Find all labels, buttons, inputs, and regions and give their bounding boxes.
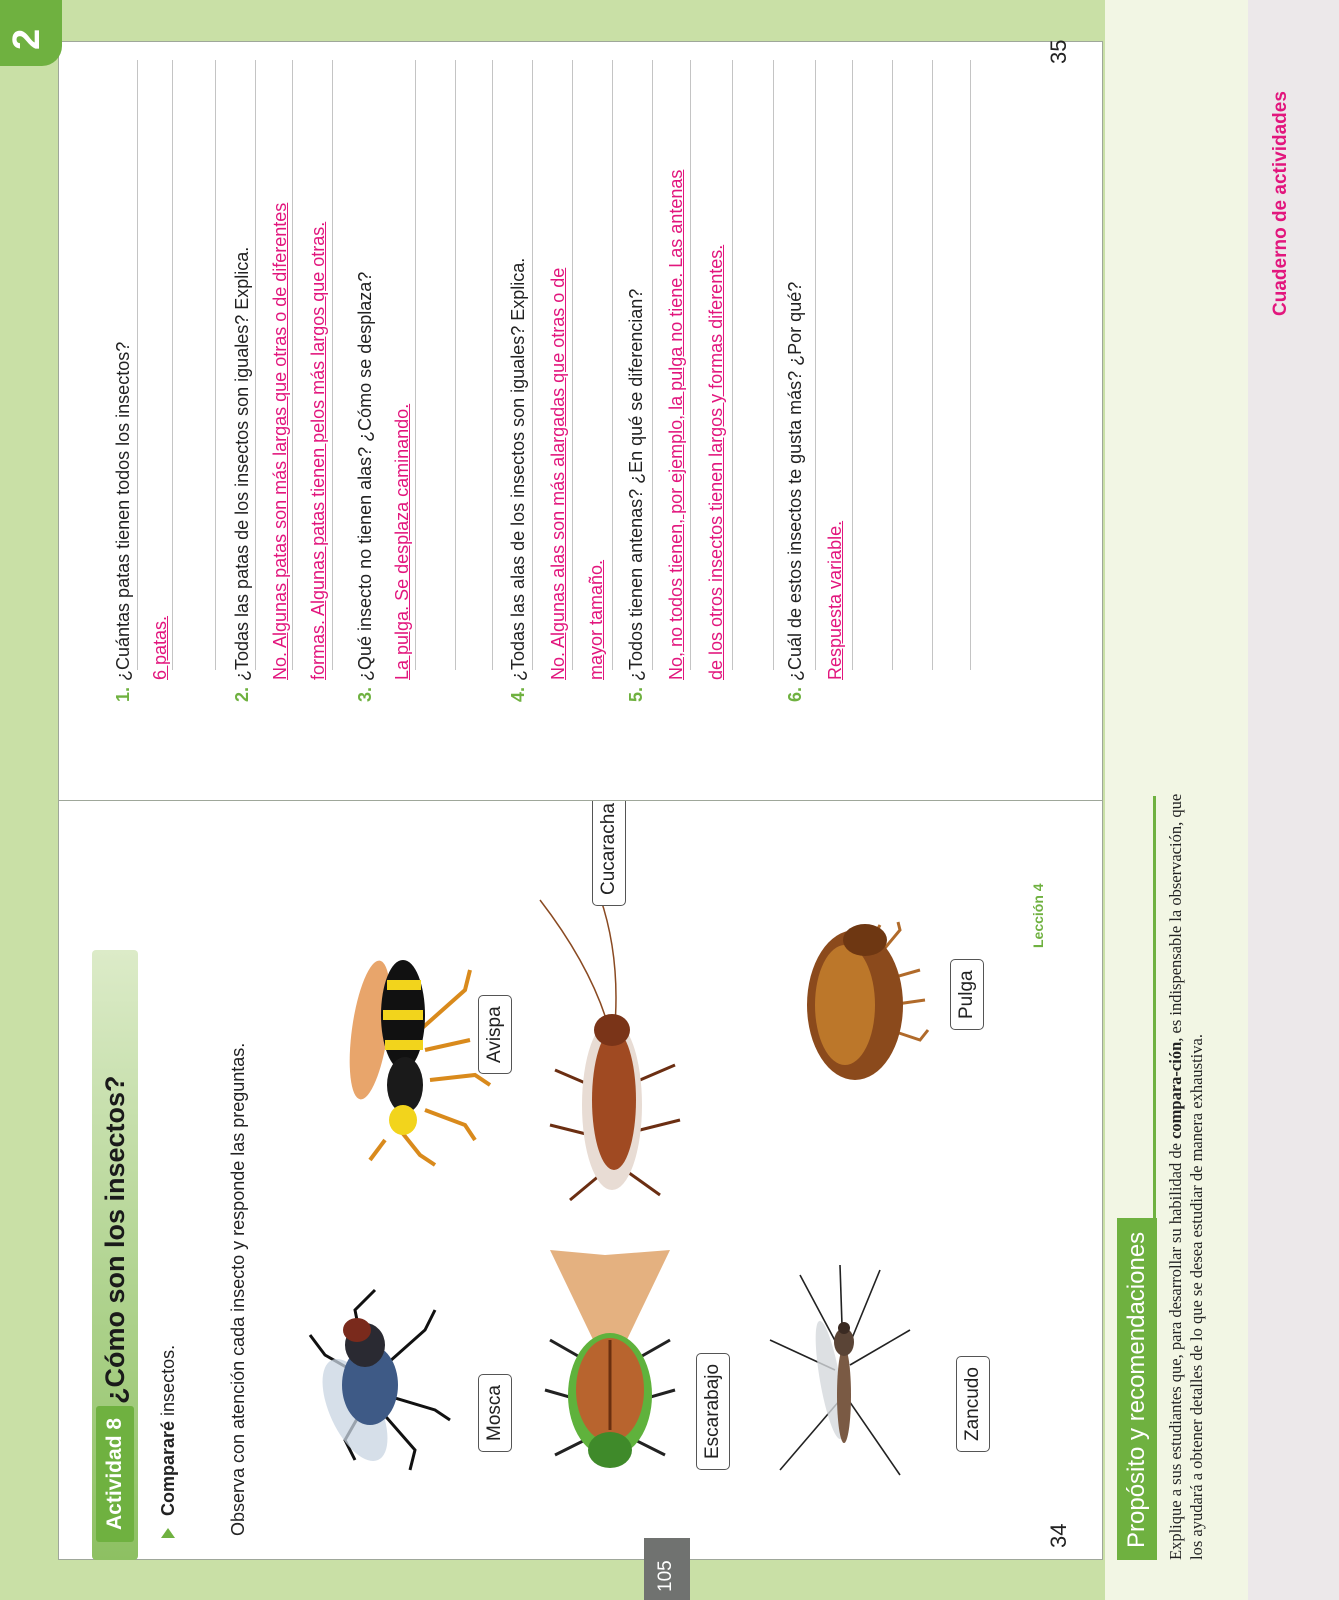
question-6 bbox=[785, 282, 806, 702]
answer-line: mayor tamaño. bbox=[586, 559, 606, 680]
arrow-icon bbox=[161, 1528, 175, 1538]
purpose-text-2: , es indispensable la observación, que los ayudará a obtener detalles de lo que se desea estudiar de manera exhaustiva. bbox=[1166, 793, 1206, 1560]
question-text: ¿Cuántas patas tienen todos los insectos? bbox=[113, 341, 133, 681]
ruled-line bbox=[773, 60, 774, 670]
label-cucaracha: Cucaracha bbox=[592, 792, 626, 906]
purpose-rule bbox=[1153, 796, 1156, 1228]
page-number-left: 34 bbox=[1046, 1523, 1071, 1548]
question-3 bbox=[355, 272, 376, 702]
question-4 bbox=[508, 258, 529, 702]
answer-line: Respuesta variable. bbox=[825, 520, 845, 680]
question-number: 2. bbox=[232, 686, 252, 702]
answer-line: No. Algunas alas son más alargadas que otras o de bbox=[548, 267, 568, 680]
mosquito-illustration bbox=[760, 1260, 920, 1490]
ruled-line bbox=[892, 60, 893, 670]
purpose-text-bold: compara-ción bbox=[1166, 1041, 1185, 1139]
question-1 bbox=[113, 342, 134, 702]
ruled-line bbox=[332, 60, 333, 670]
answer-line: La pulga. Se desplaza caminando. bbox=[392, 403, 412, 680]
question-number: 5. bbox=[626, 686, 646, 702]
label-avispa: Avispa bbox=[478, 995, 512, 1074]
ruled-line bbox=[137, 60, 138, 670]
flea-illustration bbox=[780, 910, 930, 1100]
ruled-line bbox=[172, 60, 173, 670]
ruled-line bbox=[292, 60, 293, 670]
question-text: ¿Todas las patas de los insectos son iguales? Explica. bbox=[232, 246, 252, 681]
question-number: 6. bbox=[785, 686, 805, 702]
label-mosca: Mosca bbox=[478, 1374, 512, 1452]
page-number-right: 35 bbox=[1046, 39, 1071, 64]
label-escarabajo: Escarabajo bbox=[696, 1353, 730, 1470]
answer-5-line-1 bbox=[666, 170, 687, 680]
question-number: 3. bbox=[355, 686, 375, 702]
ruled-line bbox=[652, 60, 653, 670]
answer-line: de los otros insectos tienen largos y formas diferentes. bbox=[706, 244, 726, 680]
ruled-line bbox=[532, 60, 533, 670]
goal-verb: Compararé bbox=[158, 1420, 178, 1516]
answer-4-line-2 bbox=[586, 560, 607, 680]
ruled-line bbox=[732, 60, 733, 670]
label-pulga: Pulga bbox=[950, 959, 984, 1030]
answer-line: No. Algunas patas son más largas que otras o de diferentes bbox=[270, 202, 290, 680]
ruled-line bbox=[415, 60, 416, 670]
answer-1 bbox=[150, 616, 171, 680]
answer-line: 6 patas. bbox=[150, 615, 170, 680]
label-zancudo: Zancudo bbox=[956, 1356, 990, 1452]
answer-line: No, no todos tienen, por ejemplo, la pulga no tiene. Las antenas bbox=[666, 169, 686, 680]
question-text: ¿Qué insecto no tienen alas? ¿Cómo se desplaza? bbox=[355, 271, 375, 681]
activity-title: ¿Cómo son los insectos? bbox=[100, 1075, 130, 1404]
wasp-illustration bbox=[325, 940, 495, 1170]
question-text: ¿Todas las alas de los insectos son iguales? Explica. bbox=[508, 257, 528, 681]
cockroach-illustration bbox=[530, 895, 690, 1215]
answer-2-line-1 bbox=[270, 203, 291, 680]
ruled-line bbox=[455, 60, 456, 670]
ruled-line bbox=[815, 60, 816, 670]
ruled-line bbox=[215, 60, 216, 670]
answer-2-line-2 bbox=[308, 222, 329, 680]
activity-badge: Actividad 8 bbox=[96, 1406, 134, 1542]
unit-number: 2 bbox=[6, 28, 48, 50]
beetle-illustration bbox=[530, 1240, 690, 1490]
answer-4-line-1 bbox=[548, 268, 569, 680]
ruled-line bbox=[932, 60, 933, 670]
purpose-heading: Propósito y recomendaciones bbox=[1117, 1218, 1157, 1560]
question-5 bbox=[626, 289, 647, 702]
margin-strip bbox=[1248, 0, 1339, 1600]
question-2 bbox=[232, 247, 253, 702]
lesson-label: Lección 4 bbox=[1030, 883, 1046, 948]
purpose-body bbox=[1165, 790, 1207, 1560]
ruled-line bbox=[255, 60, 256, 670]
answer-6 bbox=[825, 521, 846, 680]
ruled-line bbox=[572, 60, 573, 670]
ruled-line bbox=[852, 60, 853, 670]
activity-goal bbox=[158, 1345, 179, 1516]
instruction-text: Observa con atención cada insecto y responde las preguntas. bbox=[228, 1042, 248, 1536]
question-text: ¿Cuál de estos insectos te gusta más? ¿Por qué? bbox=[785, 281, 805, 681]
ruled-line bbox=[690, 60, 691, 670]
answer-line: formas. Algunas patas tienen pelos más largos que otras. bbox=[308, 221, 328, 680]
notebook-label: Cuaderno de actividades bbox=[1270, 91, 1291, 316]
fly-illustration bbox=[285, 1280, 455, 1480]
question-text: ¿Todos tienen antenas? ¿En qué se diferencian? bbox=[626, 288, 646, 681]
ruled-line bbox=[612, 60, 613, 670]
question-number: 4. bbox=[508, 686, 528, 702]
answer-3 bbox=[392, 404, 413, 680]
question-number: 1. bbox=[113, 686, 133, 702]
answer-5-line-2 bbox=[706, 245, 727, 680]
goal-text: insectos. bbox=[158, 1344, 178, 1421]
book-page-number: 105 bbox=[655, 1560, 676, 1592]
ruled-line bbox=[970, 60, 971, 670]
ruled-line bbox=[492, 60, 493, 670]
purpose-text-1: Explique a sus estudiantes que, para desarrollar su habilidad de bbox=[1166, 1138, 1185, 1560]
